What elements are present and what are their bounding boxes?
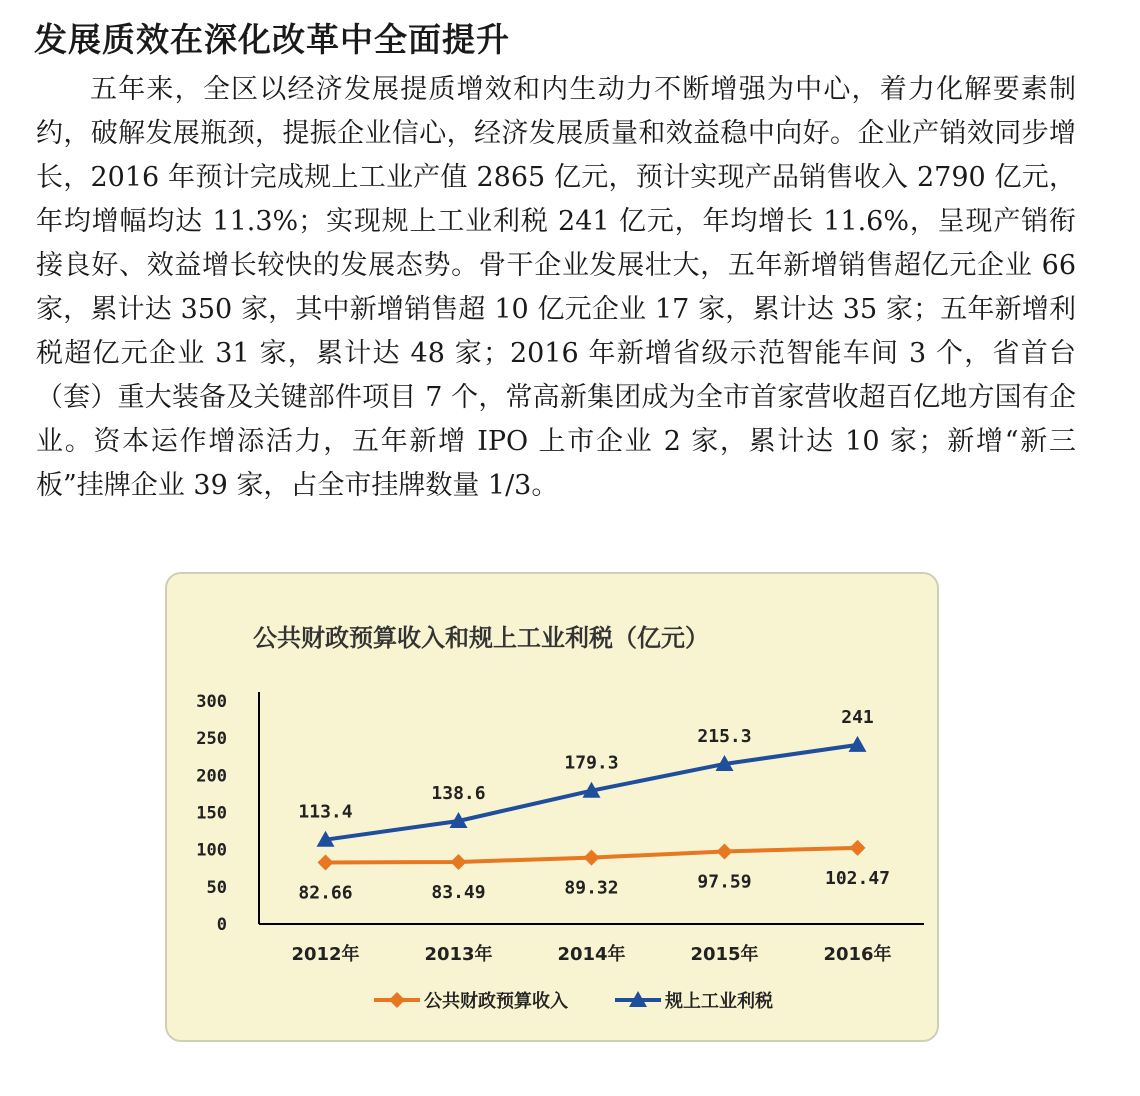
x-tick-label: 2016年 xyxy=(823,944,892,965)
article-title: 发展质效在深化改革中全面提升 xyxy=(34,20,510,59)
data-label: 138.6 xyxy=(431,782,486,804)
legend-label: 公共财政预算收入 xyxy=(424,991,568,1012)
data-point-diamond xyxy=(318,855,334,871)
data-label: 241 xyxy=(841,706,874,728)
series-1 xyxy=(298,840,890,904)
legend-item xyxy=(374,990,568,1012)
y-tick-label: 250 xyxy=(196,729,227,750)
chart-title: 公共财政预算收入和规上工业利税（亿元） xyxy=(253,624,709,652)
data-point-diamond xyxy=(717,843,733,859)
x-tick-label: 2015年 xyxy=(690,944,759,965)
line-chart xyxy=(167,574,937,1040)
data-label: 97.59 xyxy=(697,871,752,893)
x-tick-label: 2012年 xyxy=(291,944,360,965)
legend-diamond-icon xyxy=(389,992,405,1008)
data-label: 215.3 xyxy=(697,725,752,747)
legend-item xyxy=(615,990,773,1012)
x-tick-label: 2013年 xyxy=(424,944,493,965)
data-label: 113.4 xyxy=(298,801,353,823)
y-tick-label: 0 xyxy=(216,915,227,935)
data-point-diamond xyxy=(850,840,866,856)
series-2 xyxy=(298,707,873,847)
x-tick-label: 2014年 xyxy=(557,944,626,965)
chart-card xyxy=(165,572,939,1042)
data-label: 89.32 xyxy=(564,877,619,899)
data-label: 102.47 xyxy=(824,867,891,889)
data-label: 82.66 xyxy=(298,882,353,904)
legend-label: 规上工业利税 xyxy=(665,991,773,1012)
data-label: 83.49 xyxy=(431,881,486,903)
y-tick-label: 50 xyxy=(206,877,227,898)
article-body: 五年来，全区以经济发展提质增效和内生动力不断增强为中心，着力化解要素制约，破解发展瓶颈，提振企业信心，经济发展质量和效益稳中向好。企业产销效同步增长，2016 年预计完成规上工业产值 2865 亿元，预计实现产品销售收入 2790 亿元，年均增幅均达 11.3%；实现规上工业利税 241 亿元，年均增长 11.6%，呈现产销衔接良好、效益增长较快的发展态势。骨干企业发展壮大，五年新增销售超亿元企业 66 家，累计达 350 家，其中新增销售超 10 亿元企业 17 家，累计达 35 家；五年新增利税超亿元企业 31 家，累计达 48 家；2016 年新增省级示范智能车间 3 个，省首台（套）重大装备及关键部件项目 7 个，常高新集团成为全市首家营收超百亿地方国有企业。资本运作增添活力，五年新增 IPO 上市企业 2 家，累计达 10 家；新增“新三板”挂牌企业 39 家，占全市挂牌数量 1/3。 xyxy=(36,74,1076,501)
y-tick-label: 300 xyxy=(196,692,227,712)
y-tick-label: 150 xyxy=(196,803,227,824)
data-label: 179.3 xyxy=(564,752,619,774)
data-point-diamond xyxy=(451,854,467,870)
y-tick-label: 100 xyxy=(196,840,227,861)
y-tick-label: 200 xyxy=(196,766,227,787)
data-point-diamond xyxy=(584,850,600,866)
